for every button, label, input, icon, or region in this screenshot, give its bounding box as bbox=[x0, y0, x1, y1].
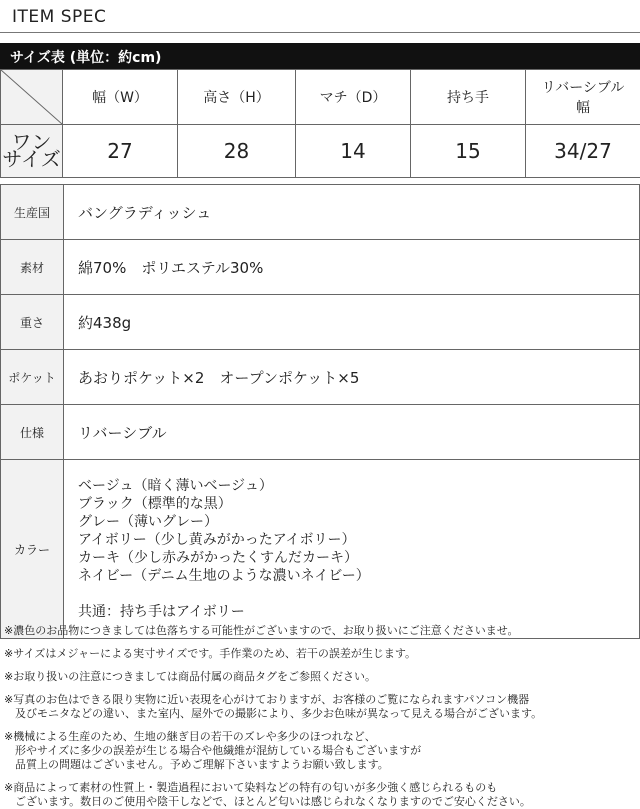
spec-row-pocket bbox=[1, 350, 640, 405]
color-common-note: 共通：持ち手はアイボリー bbox=[78, 603, 638, 621]
col-reversible-width: リバーシブル 幅 bbox=[526, 70, 640, 125]
col-depth: マチ（D） bbox=[296, 70, 411, 125]
notes bbox=[4, 624, 636, 809]
spec-row-material bbox=[1, 240, 640, 295]
value-width: 27 bbox=[63, 125, 178, 178]
size-table-heading: サイズ表 (単位：約cm) bbox=[10, 47, 161, 67]
size-table-value-row bbox=[1, 125, 640, 178]
col-height: 高さ（H） bbox=[178, 70, 296, 125]
size-table-corner bbox=[1, 70, 63, 125]
spec-value: あおりポケット×2 オープンポケット×5 bbox=[64, 350, 640, 405]
color-item: ベージュ（暗く薄いベージュ） bbox=[78, 477, 638, 495]
color-item: ブラック（標準的な黒） bbox=[78, 495, 638, 513]
spec-table bbox=[0, 184, 640, 639]
color-item: ネイビー（デニム生地のような濃いネイビー） bbox=[78, 567, 638, 585]
col-handle: 持ち手 bbox=[411, 70, 526, 125]
note: ※写真のお色はできる限り実物に近い表現を心がけておりますが、お客様のご覧になられますパソコン機器 及びモニタなどの違い、また室内、屋外での撮影により、多少お色味が異なって見える場合がございます。 bbox=[4, 693, 636, 721]
spec-label: ポケット bbox=[1, 350, 64, 405]
row-label-one-size: ワン サイズ bbox=[1, 125, 63, 178]
spec-label: カラー bbox=[1, 460, 64, 639]
spec-label: 重さ bbox=[1, 295, 64, 350]
color-item: グレー（薄いグレー） bbox=[78, 513, 638, 531]
size-table bbox=[0, 69, 640, 178]
color-item: アイボリー（少し黄みがかったアイボリー） bbox=[78, 531, 638, 549]
spec-label: 生産国 bbox=[1, 185, 64, 240]
note: ※機械による生産のため、生地の継ぎ目の若干のズレや多少のほつれなど、 形やサイズに多少の誤差が生じる場合や他繊維が混紡している場合もございますが 品質上の問題はございません。予めご理解下さいますようお願い致します。 bbox=[4, 730, 636, 772]
diagonal-line bbox=[1, 70, 62, 124]
item-spec-header bbox=[0, 0, 640, 36]
value-reversible-width: 34/27 bbox=[526, 125, 640, 178]
page-title: ITEM SPEC bbox=[12, 7, 106, 27]
note: ※サイズはメジャーによる実寸サイズです。手作業のため、若干の誤差が生じます。 bbox=[4, 647, 636, 661]
note: ※お取り扱いの注意につきましては商品付属の商品タグをご参照ください。 bbox=[4, 670, 636, 684]
spec-label: 素材 bbox=[1, 240, 64, 295]
note: ※濃色のお品物につきましては色落ちする可能性がございますので、お取り扱いにご注意くださいませ。 bbox=[4, 624, 636, 638]
spec-value: 約438g bbox=[64, 295, 640, 350]
note: ※商品によって素材の性質上・製造過程において染料などの特有の匂いが多少強く感じられるものも ございます。数日のご使用や陰干しなどで、ほとんど匂いは感じられなくなりますのでご安心ください。 bbox=[4, 781, 636, 809]
size-table-header-row bbox=[1, 70, 640, 125]
col-width: 幅（W） bbox=[63, 70, 178, 125]
spec-value: バングラディッシュ bbox=[64, 185, 640, 240]
spec-value: リバーシブル bbox=[64, 405, 640, 460]
value-handle: 15 bbox=[411, 125, 526, 178]
color-item: カーキ（少し赤みがかったくすんだカーキ） bbox=[78, 549, 638, 567]
value-height: 28 bbox=[178, 125, 296, 178]
spec-label: 仕様 bbox=[1, 405, 64, 460]
color-list bbox=[64, 460, 640, 639]
spec-row-weight bbox=[1, 295, 640, 350]
title-divider bbox=[0, 32, 640, 33]
color-gap bbox=[78, 585, 638, 603]
value-depth: 14 bbox=[296, 125, 411, 178]
spec-row-feature bbox=[1, 405, 640, 460]
spec-value: 綿70% ポリエステル30% bbox=[64, 240, 640, 295]
spec-row-color bbox=[1, 460, 640, 639]
size-table-heading-bar bbox=[0, 43, 640, 69]
spec-row-origin bbox=[1, 185, 640, 240]
